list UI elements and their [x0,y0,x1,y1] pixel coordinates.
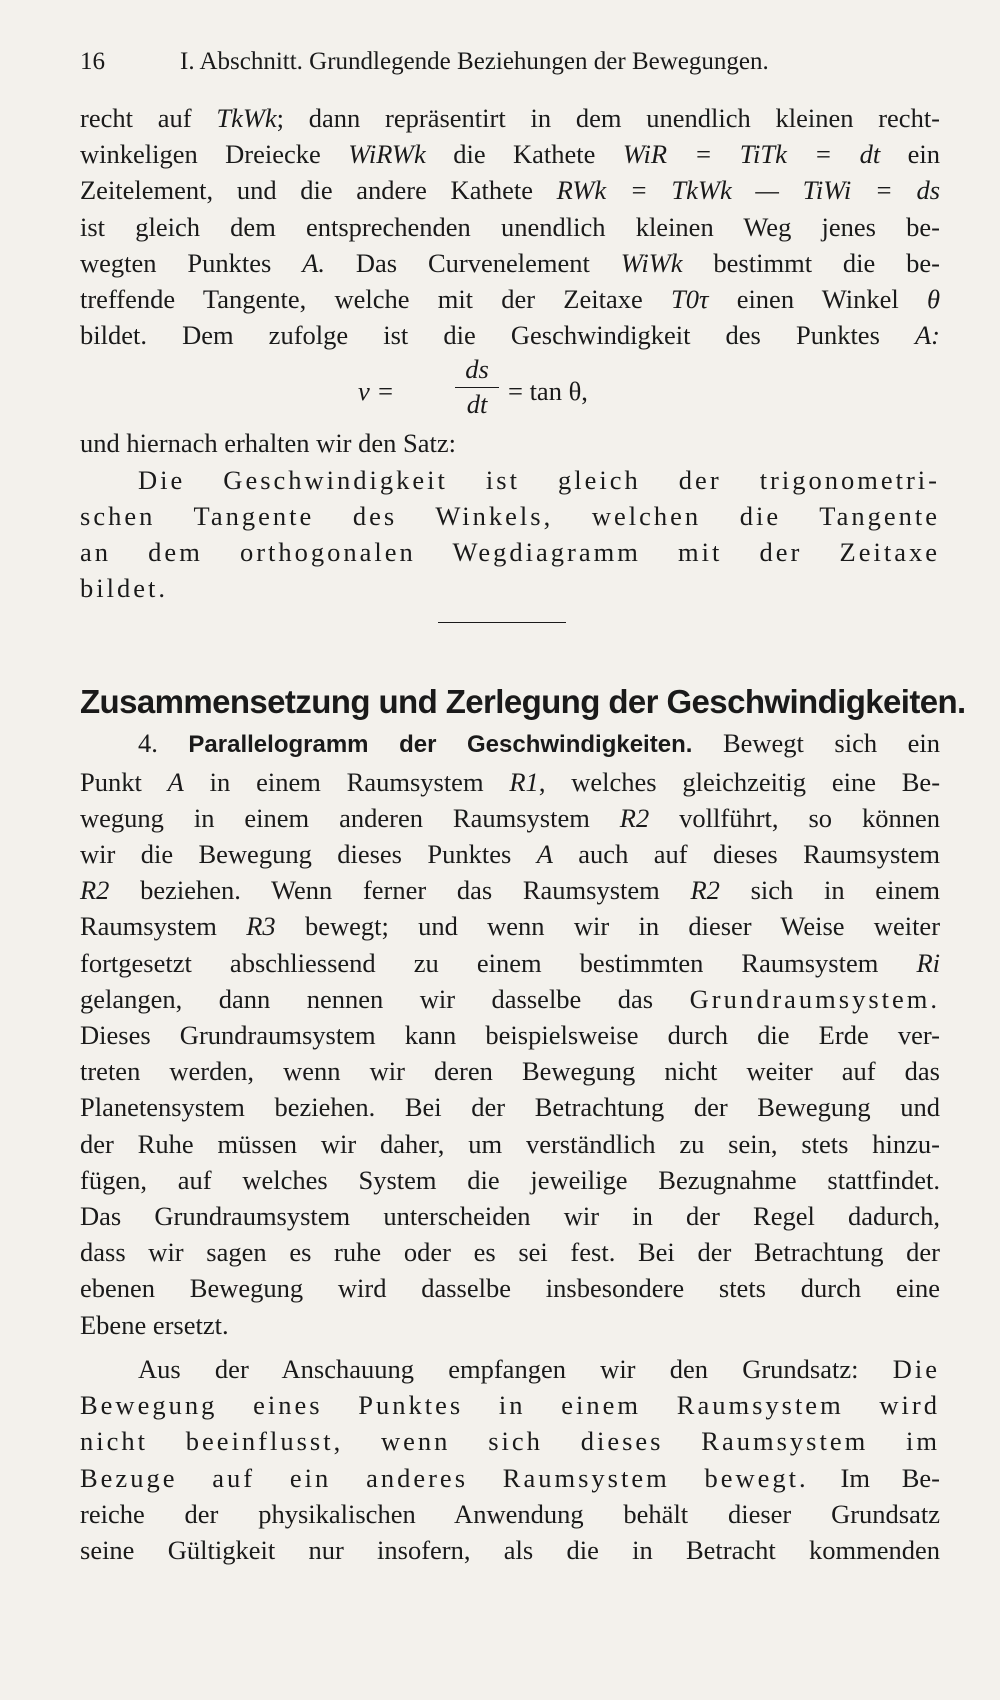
spaced-term: Grundraumsystem. [689,983,941,1014]
velocity-formula [80,353,940,425]
paragraph-1 [80,100,940,353]
text-line: Bezuge auf ein anderes Raumsystem bewegt. Im Be- [80,1462,941,1493]
page-body [80,100,966,1568]
text-line: treffende Tangente, welche mit der Zeitaxe T0τ einen Winkel θ [80,284,940,315]
paragraph-3 [80,725,940,1342]
text-line: Dieses Grundraumsystem kann beispielsweise durch die Erde ver- [80,1020,940,1051]
theorem [80,462,940,498]
text-line: treten werden, wenn wir deren Bewegung nicht weiter auf das [80,1056,940,1087]
text-line: Zeitelement, und die andere Kathete RWk = TkWk — TiWi = ds [80,175,941,206]
paragraph-2: und hiernach erhalten wir den Satz: [80,428,457,459]
text-line: winkeligen Dreiecke WiRWk die Kathete WiR = TiTk = dt ein [80,139,941,170]
text-line: fortgesetzt abschliessend zu einem bestimmten Raumsystem Ri [80,947,940,978]
paragraph-4 [80,1351,940,1568]
text-line: wir die Bewegung dieses Punktes A auch auf dieses Raumsystem [80,839,941,870]
theorem-continued [80,498,940,607]
formula-lhs: v = [358,376,395,407]
formula-denominator: dt [466,389,488,420]
formula-numerator: ds [465,354,489,385]
text-line: bildet. Dem zufolge ist die Geschwindigkeit des Punktes A: [80,320,941,351]
text-line: nicht beeinflusst, wenn sich dieses Raumsystem im [80,1426,940,1457]
text-line: Aus der Anschauung empfangen wir den Grundsatz: Die [138,1353,940,1384]
text-line: fügen, auf welches System die jeweilige Bezugnahme stattfindet. [80,1164,940,1195]
text-line: seine Gültigkeit nur insofern, als die in Betracht kommenden [80,1534,940,1565]
running-title: I. Abschnitt. Grundlegende Beziehungen der Bewegungen. [180,48,769,75]
text-line: schen Tangente des Winkels, welchen die Tangente [80,500,940,531]
text-line: bildet. [80,573,168,604]
section-divider [438,622,566,623]
text-line: R2 beziehen. Wenn ferner das Raumsystem R2 sich in einem [80,875,941,906]
text-line: Das Grundraumsystem unterscheiden wir in der Regel dadurch, [80,1201,940,1232]
text-line: Punkt A in einem Raumsystem R1, welches gleichzeitig eine Be- [80,766,941,797]
text-line: 4. Parallelogramm der Geschwindigkeiten. Bewegt sich ein [138,728,941,759]
running-header [80,48,940,76]
text-line: Planetensystem beziehen. Bei der Betrachtung der Bewegung und [80,1092,940,1123]
page-number: 16 [80,48,105,75]
formula-rhs: = tan θ, [508,376,588,407]
section-title: Zusammensetzung und Zerlegung der Geschwindigkeiten. [80,683,966,721]
text-line: an dem orthogonalen Wegdiagramm mit der Zeitaxe [80,537,940,568]
text-line: Bewegung eines Punktes in einem Raumsystem wird [80,1390,940,1421]
text-line: Ebene ersetzt. [80,1309,229,1340]
text-line: ist gleich dem entsprechenden unendlich kleinen Weg jenes be- [80,211,940,242]
text-line: gelangen, dann nennen wir dasselbe das Grundraumsystem. [80,983,941,1014]
text-line: dass wir sagen es ruhe oder es sei fest. Bei der Betrachtung der [80,1237,940,1268]
formula-fraction [455,353,499,420]
text-line: reiche der physikalischen Anwendung behält dieser Grundsatz [80,1498,940,1529]
text-line: Die Geschwindigkeit ist gleich der trigonometri- [138,464,940,495]
text-line: recht auf TkWk; dann repräsentirt in dem unendlich kleinen recht- [80,103,941,133]
text-line: ebenen Bewegung wird dasselbe insbesondere stets durch eine [80,1273,940,1304]
subsection-heading: Parallelogramm der Geschwindigkeiten. [188,731,693,759]
text-line: wegung in einem anderen Raumsystem R2 vollführt, so können [80,802,941,833]
text-line: Raumsystem R3 bewegt; und wenn wir in dieser Weise weiter [80,911,941,942]
text-line: der Ruhe müssen wir daher, um verständlich zu sein, stets hinzu- [80,1128,940,1159]
text-line: wegten Punktes A. Das Curvenelement WiWk bestimmt die be- [80,247,941,278]
